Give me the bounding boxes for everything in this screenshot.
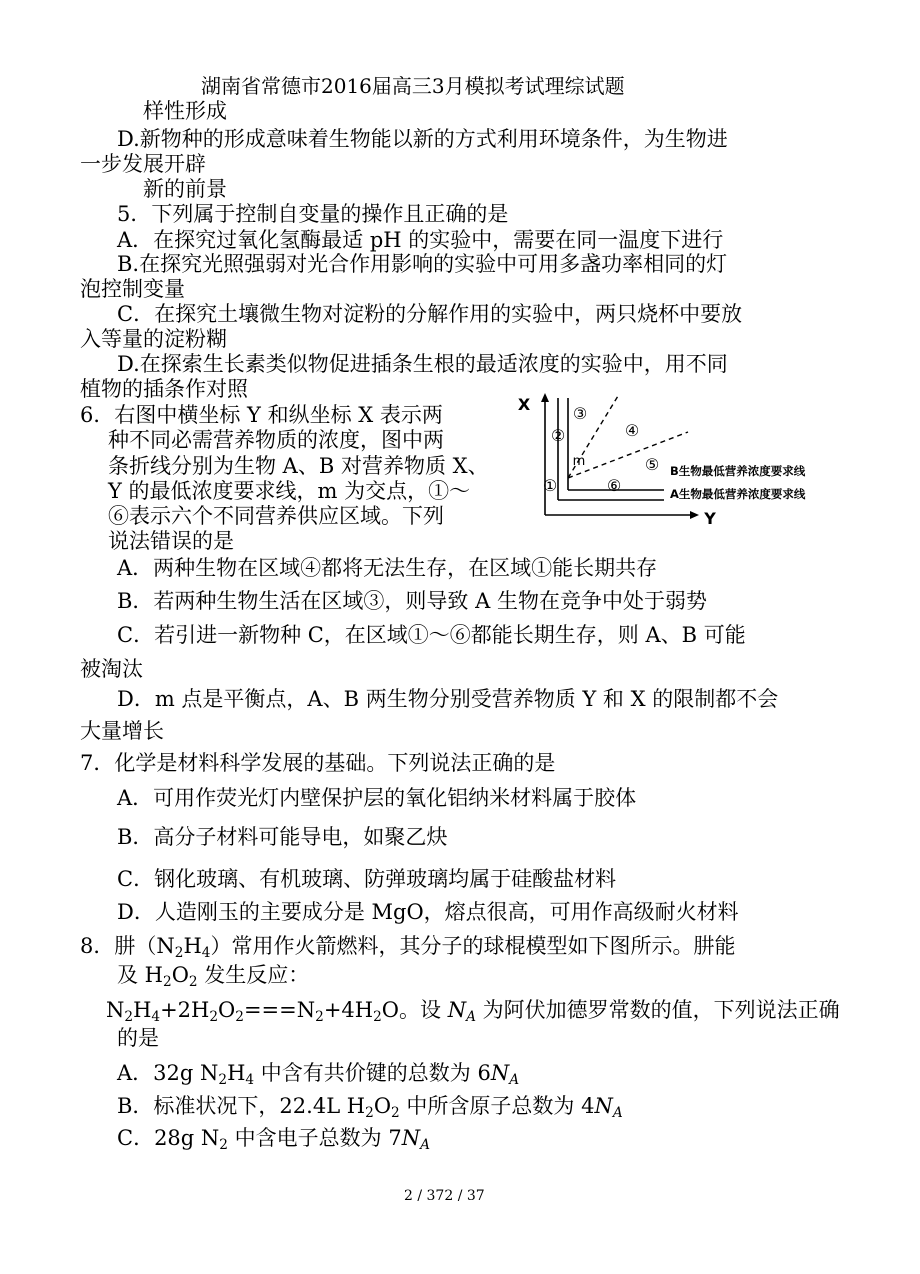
question-5-stem: 5．下列属于控制自变量的操作且正确的是 <box>117 202 509 226</box>
text-line: 一步发展开辟 <box>80 152 206 176</box>
question-8-stem: 8．肼$(N_2H_4)$常用作火箭燃料，其分子的球棍模型如下图所示。肼能 <box>80 934 736 962</box>
text-line: 新的前景 <box>143 177 227 201</box>
text-line: 被淘汰 <box>80 657 143 681</box>
y-axis-arrow-icon <box>541 393 549 402</box>
question-7-option-c: C．钢化玻璃、有机玻璃、防弹玻璃均属于硅酸盐材料 <box>117 867 617 891</box>
page-header-title: 湖南省常德市2016届高三3月模拟考试理综试题 <box>201 74 625 98</box>
question-5-option-b: B.在探究光照强弱对光合作用影响的实验中可用多盏功率相同的灯 <box>117 252 728 276</box>
y-axis-label: X <box>517 395 531 414</box>
question-6-option-c: C．若引进一新物种 C，在区域①～⑥都能长期生存，则 A、B 可能 <box>117 623 746 647</box>
question-8-stem-line-2: 及 $H_2O_2$ 发生反应： <box>117 963 310 991</box>
question-7-stem: 7．化学是材料科学发展的基础。下列说法正确的是 <box>80 751 556 775</box>
question-8-option-b: B．标准状况下，22.4L $H_2O_2$ 中所含原子总数为 $4N_A$ <box>117 1094 623 1122</box>
region-label-4: ④ <box>624 421 640 440</box>
text-line: 样性形成 <box>143 99 227 123</box>
question-8-equation: $N_2H_4+2H_2O_2===N_2+4H_2O$。设 $N_A$ 为阿伏加德罗常数的值，下列说法正确 <box>106 998 840 1026</box>
question-6-option-d: D．m 点是平衡点，A、B 两生物分别受营养物质 Y 和 X 的限制都不会 <box>117 687 779 711</box>
question-6-option-b: B．若两种生物生活在区域③，则导致 A 生物在竞争中处于弱势 <box>117 589 707 613</box>
question-6-stem: 6．右图中横坐标 Y 和纵坐标 X 表示两 <box>80 403 443 427</box>
question-5-option-c: C．在探究土壤微生物对淀粉的分解作用的实验中，两只烧杯中要放 <box>117 302 743 326</box>
nutrient-requirement-graph <box>512 390 852 530</box>
region-label-3: ③ <box>572 404 588 423</box>
text-line: D.新物种的形成意味着生物能以新的方式利用环境条件，为生物进 <box>117 127 728 151</box>
region-label-5: ⑤ <box>644 455 660 474</box>
page-footer-number: 2 / 372 / 37 <box>404 1188 485 1204</box>
region-label-6: ⑥ <box>606 476 622 495</box>
a-line-label: A生物最低营养浓度要求线 <box>670 487 806 501</box>
text-line: 种不同必需营养物质的浓度，图中两 <box>108 428 444 452</box>
question-7-option-d: D．人造刚玉的主要成分是 MgO，熔点很高，可用作高级耐火材料 <box>117 900 739 924</box>
x-axis-arrow-icon <box>690 511 699 519</box>
question-7-option-a: A．可用作荧光灯内壁保护层的氧化铝纳米材料属于胶体 <box>117 786 637 810</box>
question-5-option-d: D.在探索生长素类似物促进插条生根的最适浓度的实验中，用不同 <box>117 352 728 376</box>
b-line-label: B生物最低营养浓度要求线 <box>670 464 806 478</box>
intersection-point-label: m <box>572 454 586 469</box>
text-line: 的是 <box>117 1026 159 1050</box>
x-axis-label: Y <box>704 509 716 528</box>
text-line: ⑥表示六个不同营养供应区域。下列 <box>108 504 444 528</box>
question-7-option-b: B．高分子材料可能导电，如聚乙炔 <box>117 825 448 849</box>
text-line: 入等量的淀粉糊 <box>80 327 227 351</box>
text-line: 泡控制变量 <box>80 277 185 301</box>
question-5-option-a: A．在探究过氧化氢酶最适 pH 的实验中，需要在同一温度下进行 <box>117 228 724 252</box>
text-line: 条折线分别为生物 A、B 对营养物质 X、 <box>108 454 489 478</box>
text-line: 植物的插条作对照 <box>80 377 248 401</box>
text-line: 说法错误的是 <box>108 529 234 553</box>
question-8-option-a: A．32g $N_2H_4$ 中含有共价键的总数为 $6N_A$ <box>117 1061 520 1089</box>
region-label-2: ② <box>550 426 566 445</box>
question-8-option-c: C．28g $N_2$ 中含电子总数为 $7N_A$ <box>117 1126 430 1154</box>
text-line: Y 的最低浓度要求线，m 为交点，①～ <box>108 479 471 503</box>
text-line: 大量增长 <box>80 719 164 743</box>
question-6-option-a: A．两种生物在区域④都将无法生存，在区域①能长期共存 <box>117 556 658 580</box>
region-label-1: ① <box>542 476 558 495</box>
